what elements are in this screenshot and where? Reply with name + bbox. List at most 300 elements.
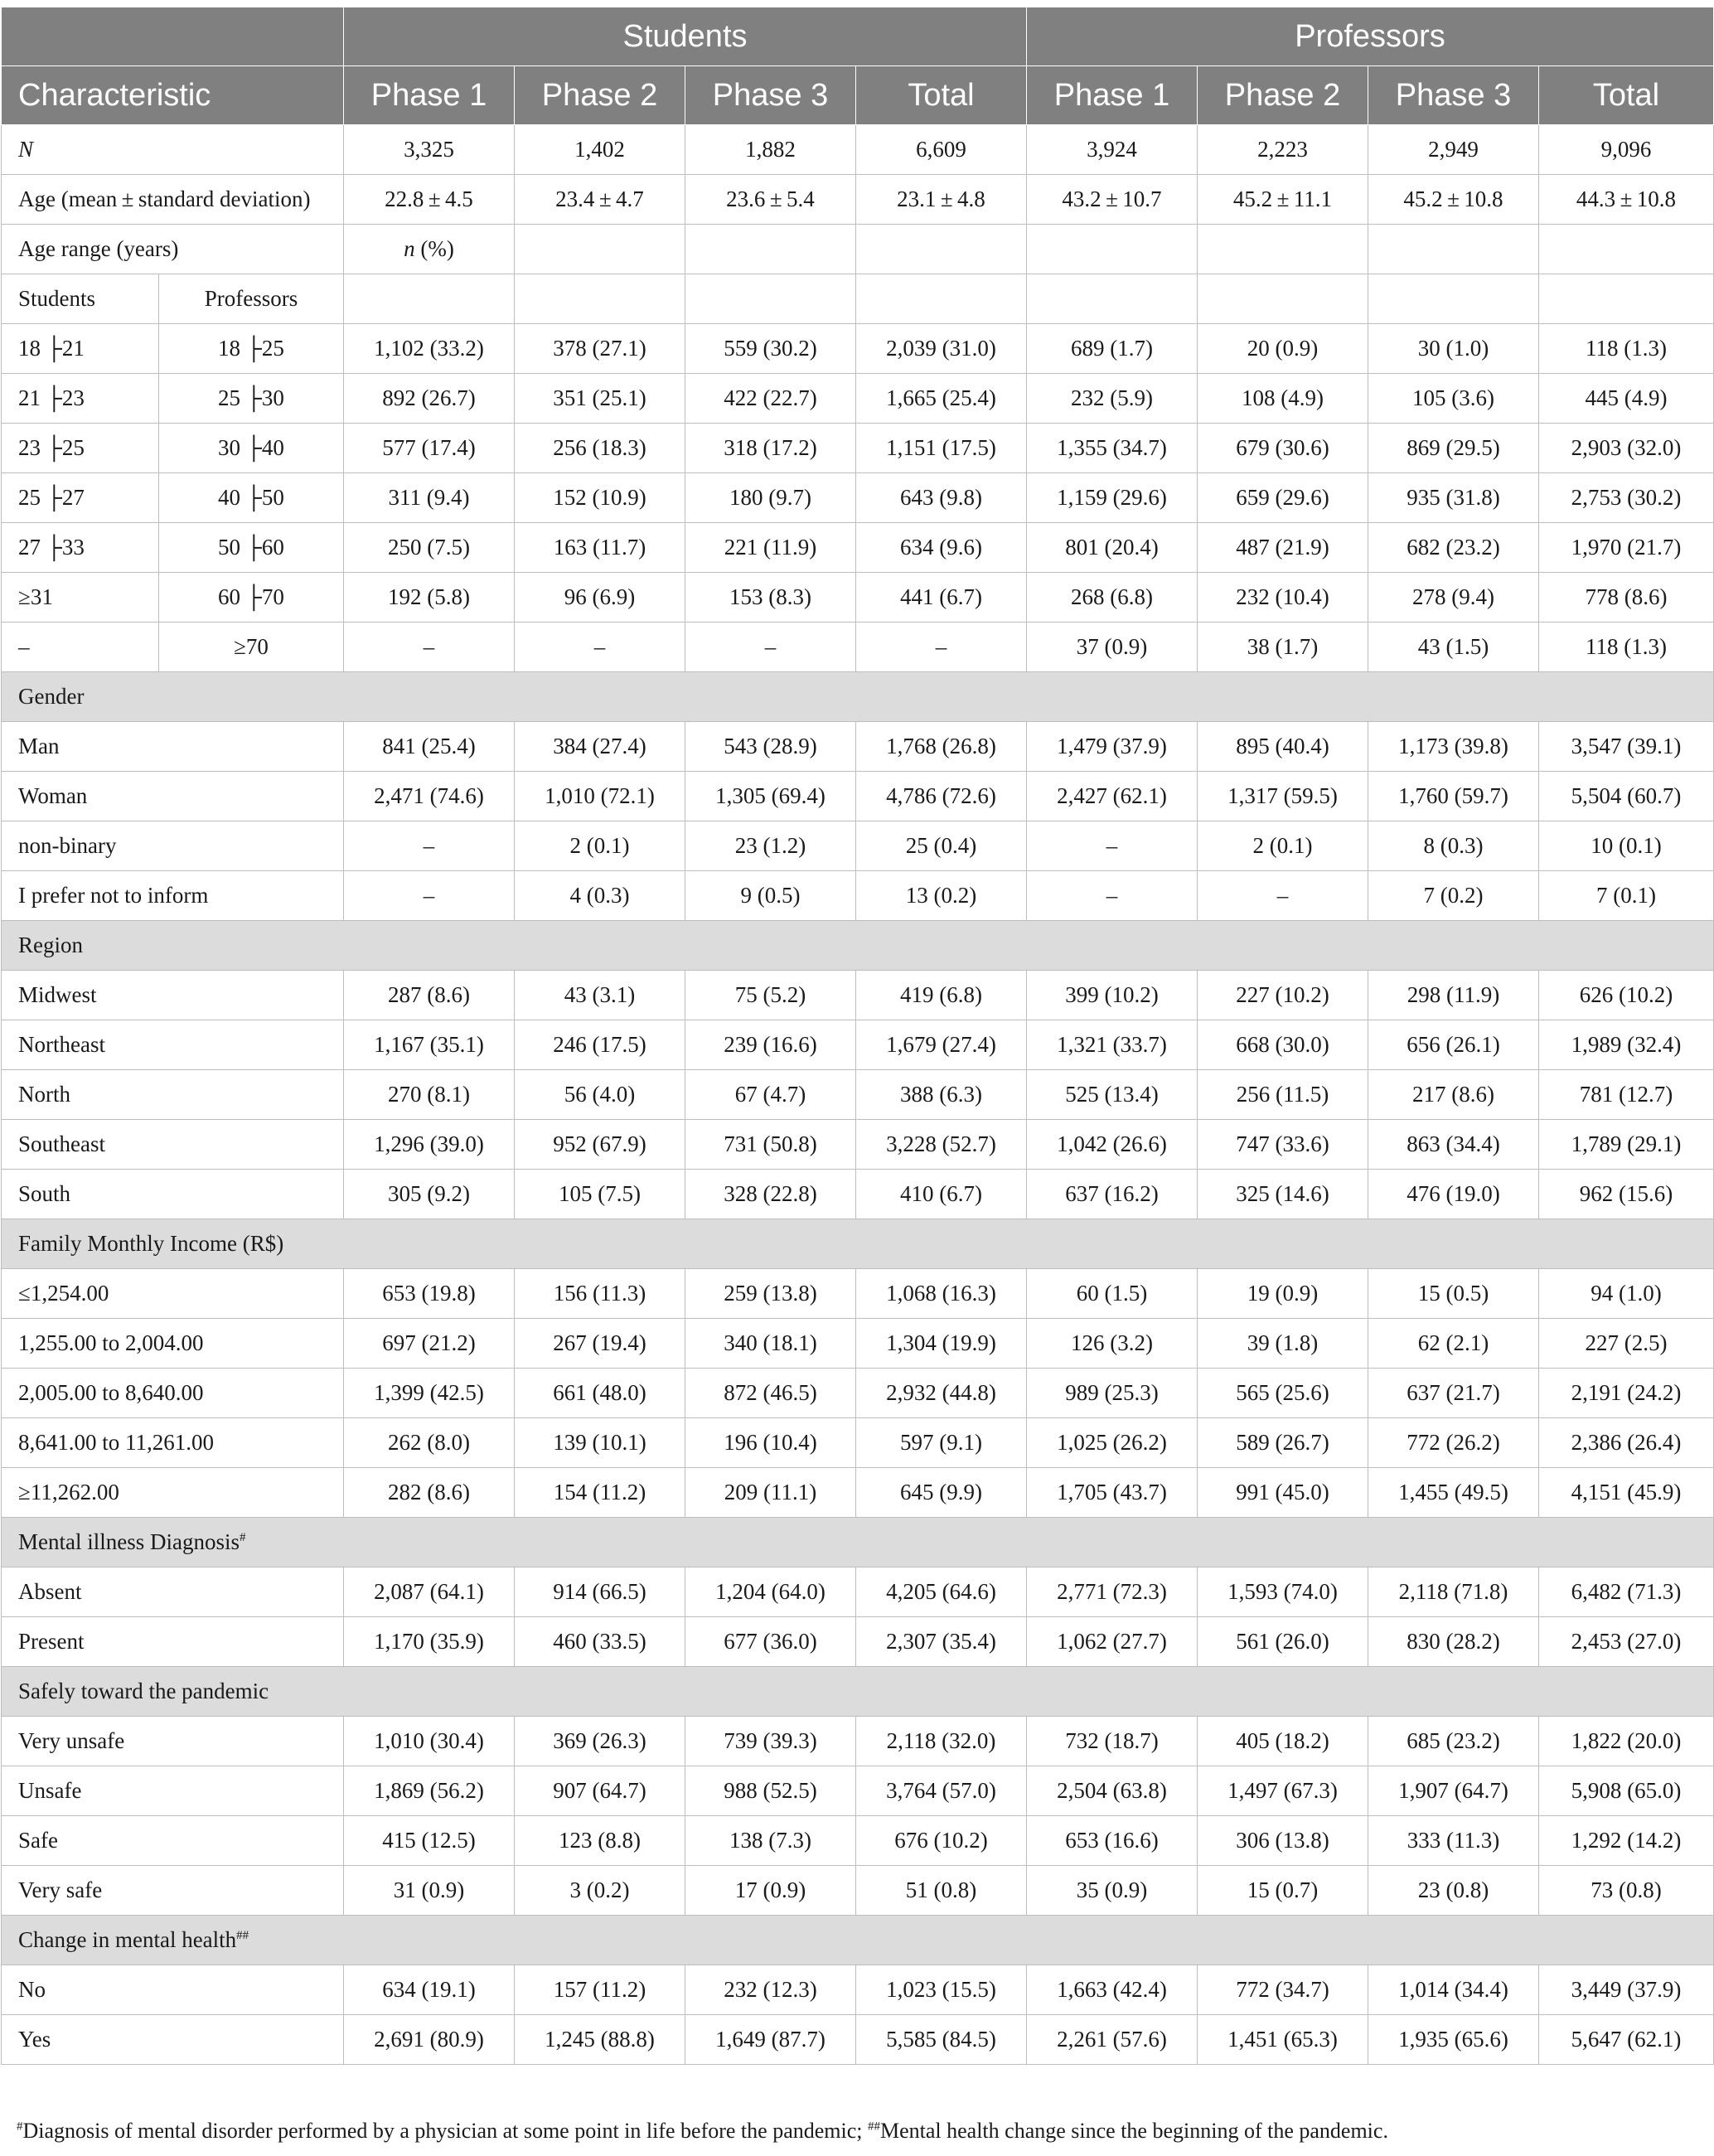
- value-cell: 232 (12.3): [685, 1965, 856, 2015]
- empty-cell: [1027, 274, 1198, 324]
- value-cell: 239 (16.6): [685, 1020, 856, 1070]
- value-cell: 23.4 ± 4.7: [515, 175, 685, 225]
- age-range-professors: 40 ├50: [159, 473, 344, 523]
- value-cell: 3,449 (37.9): [1539, 1965, 1714, 2015]
- value-cell: 1,010 (72.1): [515, 772, 685, 821]
- value-cell: 643 (9.8): [856, 473, 1027, 523]
- row-label: Absent: [2, 1567, 344, 1617]
- value-cell: 1,025 (26.2): [1027, 1418, 1198, 1468]
- value-cell: 656 (26.1): [1368, 1020, 1539, 1070]
- header-row-groups: [2, 7, 1714, 66]
- header-column: Phase 1: [1027, 66, 1198, 125]
- value-cell: 37 (0.9): [1027, 623, 1198, 672]
- value-cell: 20 (0.9): [1198, 324, 1368, 374]
- row-label: Present: [2, 1617, 344, 1667]
- value-cell: 892 (26.7): [344, 374, 515, 424]
- table-row: [2, 1567, 1714, 1617]
- table-body: [2, 125, 1714, 2065]
- value-cell: 2,118 (32.0): [856, 1717, 1027, 1766]
- header-group-professors: Professors: [1027, 7, 1714, 66]
- value-cell: 94 (1.0): [1539, 1269, 1714, 1319]
- value-cell: 35 (0.9): [1027, 1866, 1198, 1916]
- value-cell: 2,691 (80.9): [344, 2015, 515, 2065]
- value-cell: 250 (7.5): [344, 523, 515, 573]
- value-cell: 45.2 ± 11.1: [1198, 175, 1368, 225]
- section-title: Safely toward the pandemic: [18, 1679, 269, 1703]
- value-cell: 2,903 (32.0): [1539, 424, 1714, 473]
- value-cell: 23.1 ± 4.8: [856, 175, 1027, 225]
- header-column: Phase 3: [1368, 66, 1539, 125]
- row-label: 2,005.00 to 8,640.00: [2, 1369, 344, 1418]
- value-cell: 1,705 (43.7): [1027, 1468, 1198, 1518]
- age-range-students: 21 ├23: [2, 374, 159, 424]
- value-cell: 1,167 (35.1): [344, 1020, 515, 1070]
- age-range-students: ≥31: [2, 573, 159, 623]
- table-row: [2, 374, 1714, 424]
- value-cell: 108 (4.9): [1198, 374, 1368, 424]
- value-cell: 7 (0.2): [1368, 871, 1539, 921]
- value-cell: 3,764 (57.0): [856, 1766, 1027, 1816]
- row-label: Very safe: [2, 1866, 344, 1916]
- value-cell: 217 (8.6): [1368, 1070, 1539, 1120]
- value-cell: 73 (0.8): [1539, 1866, 1714, 1916]
- section-header-row: [2, 1219, 1714, 1269]
- row-label: 1,255.00 to 2,004.00: [2, 1319, 344, 1369]
- row-label: Yes: [2, 2015, 344, 2065]
- value-cell: 209 (11.1): [685, 1468, 856, 1518]
- table-row: [2, 523, 1714, 573]
- value-cell: 2,504 (63.8): [1027, 1766, 1198, 1816]
- value-cell: 51 (0.8): [856, 1866, 1027, 1916]
- header-column: Phase 2: [515, 66, 685, 125]
- value-cell: 157 (11.2): [515, 1965, 685, 2015]
- value-cell: 298 (11.9): [1368, 971, 1539, 1020]
- value-cell: 1,173 (39.8): [1368, 722, 1539, 772]
- value-cell: 340 (18.1): [685, 1319, 856, 1369]
- table-row: [2, 871, 1714, 921]
- footnote-mark-2: ##: [867, 2120, 880, 2134]
- table-row: [2, 722, 1714, 772]
- value-cell: 747 (33.6): [1198, 1120, 1368, 1170]
- value-cell: 679 (30.6): [1198, 424, 1368, 473]
- empty-cell: [515, 274, 685, 324]
- empty-cell: [515, 225, 685, 274]
- value-cell: 2,949: [1368, 125, 1539, 175]
- age-range-professors: 50 ├60: [159, 523, 344, 573]
- empty-cell: [1198, 225, 1368, 274]
- table-row: [2, 1120, 1714, 1170]
- header-column: Total: [856, 66, 1027, 125]
- empty-cell: [1368, 225, 1539, 274]
- value-cell: 311 (9.4): [344, 473, 515, 523]
- value-cell: 96 (6.9): [515, 573, 685, 623]
- value-cell: 268 (6.8): [1027, 573, 1198, 623]
- section-title: Region: [18, 933, 83, 957]
- table-row: [2, 1717, 1714, 1766]
- age-range-students: 27 ├33: [2, 523, 159, 573]
- value-cell: –: [344, 871, 515, 921]
- row-label: No: [2, 1965, 344, 2015]
- value-cell: 139 (10.1): [515, 1418, 685, 1468]
- header-column: Phase 1: [344, 66, 515, 125]
- table-row: [2, 1766, 1714, 1816]
- value-cell: 62 (2.1): [1368, 1319, 1539, 1369]
- age-range-students: 18 ├21: [2, 324, 159, 374]
- table-row: [2, 175, 1714, 225]
- table-row: [2, 1468, 1714, 1518]
- value-cell: 154 (11.2): [515, 1468, 685, 1518]
- value-cell: 676 (10.2): [856, 1816, 1027, 1866]
- row-label: I prefer not to inform: [2, 871, 344, 921]
- section-title-cell: [2, 921, 1714, 971]
- value-cell: 415 (12.5): [344, 1816, 515, 1866]
- value-cell: 597 (9.1): [856, 1418, 1027, 1468]
- footnote-mark-1: #: [17, 2120, 23, 2134]
- value-cell: 180 (9.7): [685, 473, 856, 523]
- value-cell: 152 (10.9): [515, 473, 685, 523]
- value-cell: 1,822 (20.0): [1539, 1717, 1714, 1766]
- value-cell: 126 (3.2): [1027, 1319, 1198, 1369]
- value-cell: 123 (8.8): [515, 1816, 685, 1866]
- value-cell: 1,665 (25.4): [856, 374, 1027, 424]
- value-cell: 43 (3.1): [515, 971, 685, 1020]
- value-cell: 1,399 (42.5): [344, 1369, 515, 1418]
- value-cell: 118 (1.3): [1539, 623, 1714, 672]
- value-cell: 2,118 (71.8): [1368, 1567, 1539, 1617]
- value-cell: 543 (28.9): [685, 722, 856, 772]
- value-cell: 5,585 (84.5): [856, 2015, 1027, 2065]
- age-range-professors: ≥70: [159, 623, 344, 672]
- value-cell: 1,151 (17.5): [856, 424, 1027, 473]
- empty-cell: [685, 225, 856, 274]
- value-cell: 653 (19.8): [344, 1269, 515, 1319]
- section-title: Gender: [18, 684, 85, 709]
- row-label: Unsafe: [2, 1766, 344, 1816]
- section-title-cell: [2, 1916, 1714, 1965]
- age-range-professors: 30 ├40: [159, 424, 344, 473]
- row-label: Age (mean ± standard deviation): [2, 175, 344, 225]
- age-range-professors: 18 ├25: [159, 324, 344, 374]
- value-cell: 1,010 (30.4): [344, 1717, 515, 1766]
- value-cell: 1,935 (65.6): [1368, 2015, 1539, 2065]
- value-cell: 105 (3.6): [1368, 374, 1539, 424]
- value-cell: 645 (9.9): [856, 1468, 1027, 1518]
- value-cell: 2 (0.1): [515, 821, 685, 871]
- value-cell: 8 (0.3): [1368, 821, 1539, 871]
- value-cell: 778 (8.6): [1539, 573, 1714, 623]
- value-cell: 227 (10.2): [1198, 971, 1368, 1020]
- value-cell: 1,760 (59.7): [1368, 772, 1539, 821]
- value-cell: 1,451 (65.3): [1198, 2015, 1368, 2065]
- header-column: Total: [1539, 66, 1714, 125]
- value-cell: –: [1027, 821, 1198, 871]
- subheader-professors: Professors: [159, 274, 344, 324]
- value-cell: 4,786 (72.6): [856, 772, 1027, 821]
- value-cell: 525 (13.4): [1027, 1070, 1198, 1120]
- footnote-text-2: Mental health change since the beginning of the pandemic.: [879, 2119, 1388, 2143]
- value-cell: 221 (11.9): [685, 523, 856, 573]
- value-cell: 830 (28.2): [1368, 1617, 1539, 1667]
- value-cell: 445 (4.9): [1539, 374, 1714, 424]
- row-label: N: [2, 125, 344, 175]
- empty-cell: [1198, 274, 1368, 324]
- value-cell: 6,482 (71.3): [1539, 1567, 1714, 1617]
- row-label: Midwest: [2, 971, 344, 1020]
- value-cell: –: [1198, 871, 1368, 921]
- value-cell: 1,869 (56.2): [344, 1766, 515, 1816]
- value-cell: 2,453 (27.0): [1539, 1617, 1714, 1667]
- value-cell: 56 (4.0): [515, 1070, 685, 1120]
- n-symbol: n: [404, 236, 415, 261]
- value-cell: 1,679 (27.4): [856, 1020, 1027, 1070]
- value-cell: 2,087 (64.1): [344, 1567, 515, 1617]
- value-cell: 4 (0.3): [515, 871, 685, 921]
- age-range-professors: 60 ├70: [159, 573, 344, 623]
- value-cell: 2,191 (24.2): [1539, 1369, 1714, 1418]
- value-cell: 118 (1.3): [1539, 324, 1714, 374]
- value-cell: 685 (23.2): [1368, 1717, 1539, 1766]
- value-cell: 278 (9.4): [1368, 573, 1539, 623]
- row-label: South: [2, 1170, 344, 1219]
- value-cell: 328 (22.8): [685, 1170, 856, 1219]
- empty-cell: [856, 274, 1027, 324]
- header-column: Phase 3: [685, 66, 856, 125]
- row-label: Age range (years): [2, 225, 344, 274]
- table-row: [2, 573, 1714, 623]
- value-cell: 1,204 (64.0): [685, 1567, 856, 1617]
- value-cell: 4,205 (64.6): [856, 1567, 1027, 1617]
- value-cell: 476 (19.0): [1368, 1170, 1539, 1219]
- value-cell: 19 (0.9): [1198, 1269, 1368, 1319]
- value-cell: 2,771 (72.3): [1027, 1567, 1198, 1617]
- value-cell: 405 (18.2): [1198, 1717, 1368, 1766]
- value-cell: 952 (67.9): [515, 1120, 685, 1170]
- value-cell: 1,292 (14.2): [1539, 1816, 1714, 1866]
- section-title-cell: [2, 1518, 1714, 1567]
- n-percent-cell: [344, 225, 515, 274]
- value-cell: 1,170 (35.9): [344, 1617, 515, 1667]
- value-cell: 60 (1.5): [1027, 1269, 1198, 1319]
- row-label: Very unsafe: [2, 1717, 344, 1766]
- value-cell: 1,649 (87.7): [685, 2015, 856, 2065]
- value-cell: 637 (21.7): [1368, 1369, 1539, 1418]
- value-cell: 105 (7.5): [515, 1170, 685, 1219]
- value-cell: 1,159 (29.6): [1027, 473, 1198, 523]
- age-range-professors: 25 ├30: [159, 374, 344, 424]
- value-cell: 6,609: [856, 125, 1027, 175]
- value-cell: 378 (27.1): [515, 324, 685, 374]
- value-cell: 801 (20.4): [1027, 523, 1198, 573]
- value-cell: 988 (52.5): [685, 1766, 856, 1816]
- value-cell: 351 (25.1): [515, 374, 685, 424]
- value-cell: 306 (13.8): [1198, 1816, 1368, 1866]
- value-cell: 1,317 (59.5): [1198, 772, 1368, 821]
- value-cell: 1,970 (21.7): [1539, 523, 1714, 573]
- value-cell: 422 (22.7): [685, 374, 856, 424]
- value-cell: 697 (21.2): [344, 1319, 515, 1369]
- value-cell: 2,471 (74.6): [344, 772, 515, 821]
- value-cell: –: [685, 623, 856, 672]
- value-cell: 869 (29.5): [1368, 424, 1539, 473]
- table-row: [2, 821, 1714, 871]
- value-cell: 1,882: [685, 125, 856, 175]
- section-title: Mental illness Diagnosis: [18, 1529, 240, 1554]
- table-row: [2, 2015, 1714, 2065]
- empty-cell: [1027, 225, 1198, 274]
- subheader-students: Students: [2, 274, 159, 324]
- table-row: [2, 1319, 1714, 1369]
- value-cell: 577 (17.4): [344, 424, 515, 473]
- table-row: [2, 1965, 1714, 2015]
- value-cell: 872 (46.5): [685, 1369, 856, 1418]
- value-cell: 384 (27.4): [515, 722, 685, 772]
- section-header-row: [2, 1518, 1714, 1567]
- value-cell: 914 (66.5): [515, 1567, 685, 1617]
- value-cell: 772 (26.2): [1368, 1418, 1539, 1468]
- value-cell: 267 (19.4): [515, 1319, 685, 1369]
- row-label: Woman: [2, 772, 344, 821]
- value-cell: 1,321 (33.7): [1027, 1020, 1198, 1070]
- value-cell: 262 (8.0): [344, 1418, 515, 1468]
- value-cell: 2,427 (62.1): [1027, 772, 1198, 821]
- header-characteristic: Characteristic: [2, 66, 344, 125]
- value-cell: 989 (25.3): [1027, 1369, 1198, 1418]
- value-cell: 163 (11.7): [515, 523, 685, 573]
- value-cell: 43.2 ± 10.7: [1027, 175, 1198, 225]
- value-cell: 1,296 (39.0): [344, 1120, 515, 1170]
- age-range-students: 25 ├27: [2, 473, 159, 523]
- section-title: Change in mental health: [18, 1927, 237, 1952]
- value-cell: 935 (31.8): [1368, 473, 1539, 523]
- value-cell: 689 (1.7): [1027, 324, 1198, 374]
- value-cell: 634 (9.6): [856, 523, 1027, 573]
- demographics-table: [1, 7, 1714, 2065]
- empty-cell: [856, 225, 1027, 274]
- value-cell: 192 (5.8): [344, 573, 515, 623]
- table-row: [2, 1866, 1714, 1916]
- value-cell: 388 (6.3): [856, 1070, 1027, 1120]
- value-cell: 15 (0.7): [1198, 1866, 1368, 1916]
- value-cell: 3,547 (39.1): [1539, 722, 1714, 772]
- value-cell: 23.6 ± 5.4: [685, 175, 856, 225]
- value-cell: 1,768 (26.8): [856, 722, 1027, 772]
- value-cell: 1,068 (16.3): [856, 1269, 1027, 1319]
- section-title-cell: [2, 1219, 1714, 1269]
- value-cell: –: [344, 821, 515, 871]
- value-cell: 1,907 (64.7): [1368, 1766, 1539, 1816]
- row-label: ≥11,262.00: [2, 1468, 344, 1518]
- value-cell: 38 (1.7): [1198, 623, 1368, 672]
- value-cell: 653 (16.6): [1027, 1816, 1198, 1866]
- row-label: Man: [2, 722, 344, 772]
- empty-cell: [1539, 225, 1714, 274]
- value-cell: 138 (7.3): [685, 1816, 856, 1866]
- table-row: [2, 125, 1714, 175]
- section-header-row: [2, 1667, 1714, 1717]
- value-cell: 559 (30.2): [685, 324, 856, 374]
- table-row: [2, 1617, 1714, 1667]
- value-cell: 153 (8.3): [685, 573, 856, 623]
- empty-cell: [685, 274, 856, 324]
- empty-cell: [1368, 274, 1539, 324]
- percent-label: (%): [414, 236, 454, 261]
- value-cell: 227 (2.5): [1539, 1319, 1714, 1369]
- value-cell: 256 (11.5): [1198, 1070, 1368, 1120]
- value-cell: –: [856, 623, 1027, 672]
- value-cell: –: [344, 623, 515, 672]
- value-cell: 962 (15.6): [1539, 1170, 1714, 1219]
- table-row: [2, 324, 1714, 374]
- table-row: [2, 1269, 1714, 1319]
- value-cell: 661 (48.0): [515, 1369, 685, 1418]
- value-cell: 305 (9.2): [344, 1170, 515, 1219]
- value-cell: 1,593 (74.0): [1198, 1567, 1368, 1617]
- value-cell: 637 (16.2): [1027, 1170, 1198, 1219]
- value-cell: 369 (26.3): [515, 1717, 685, 1766]
- value-cell: 1,042 (26.6): [1027, 1120, 1198, 1170]
- value-cell: 1,014 (34.4): [1368, 1965, 1539, 2015]
- value-cell: 1,023 (15.5): [856, 1965, 1027, 2015]
- value-cell: 15 (0.5): [1368, 1269, 1539, 1319]
- value-cell: 731 (50.8): [685, 1120, 856, 1170]
- value-cell: 2,932 (44.8): [856, 1369, 1027, 1418]
- table-row: [2, 1418, 1714, 1468]
- value-cell: 399 (10.2): [1027, 971, 1198, 1020]
- section-title: Family Monthly Income (R$): [18, 1231, 284, 1256]
- value-cell: 561 (26.0): [1198, 1617, 1368, 1667]
- value-cell: 659 (29.6): [1198, 473, 1368, 523]
- value-cell: 907 (64.7): [515, 1766, 685, 1816]
- value-cell: 739 (39.3): [685, 1717, 856, 1766]
- value-cell: 460 (33.5): [515, 1617, 685, 1667]
- value-cell: 4,151 (45.9): [1539, 1468, 1714, 1518]
- value-cell: 1,245 (88.8): [515, 2015, 685, 2065]
- value-cell: 17 (0.9): [685, 1866, 856, 1916]
- table-row: [2, 473, 1714, 523]
- header-group-students: Students: [344, 7, 1027, 66]
- value-cell: 1,663 (42.4): [1027, 1965, 1198, 2015]
- value-cell: 282 (8.6): [344, 1468, 515, 1518]
- footnote: [17, 2119, 1388, 2144]
- value-cell: 841 (25.4): [344, 722, 515, 772]
- value-cell: 1,062 (27.7): [1027, 1617, 1198, 1667]
- value-cell: 682 (23.2): [1368, 523, 1539, 573]
- value-cell: 1,304 (19.9): [856, 1319, 1027, 1369]
- row-label: non-binary: [2, 821, 344, 871]
- value-cell: 45.2 ± 10.8: [1368, 175, 1539, 225]
- value-cell: 2 (0.1): [1198, 821, 1368, 871]
- row-label: Safe: [2, 1816, 344, 1866]
- value-cell: 5,504 (60.7): [1539, 772, 1714, 821]
- value-cell: 2,753 (30.2): [1539, 473, 1714, 523]
- table-row: [2, 971, 1714, 1020]
- table-container: [0, 7, 1714, 2065]
- table-row-subheader: [2, 274, 1714, 324]
- value-cell: 2,386 (26.4): [1539, 1418, 1714, 1468]
- value-cell: –: [515, 623, 685, 672]
- value-cell: 2,261 (57.6): [1027, 2015, 1198, 2065]
- value-cell: 772 (34.7): [1198, 1965, 1368, 2015]
- empty-cell: [344, 274, 515, 324]
- section-header-row: [2, 672, 1714, 722]
- value-cell: 25 (0.4): [856, 821, 1027, 871]
- value-cell: 13 (0.2): [856, 871, 1027, 921]
- empty-cell: [1539, 274, 1714, 324]
- value-cell: 44.3 ± 10.8: [1539, 175, 1714, 225]
- value-cell: 333 (11.3): [1368, 1816, 1539, 1866]
- value-cell: 31 (0.9): [344, 1866, 515, 1916]
- table-row: [2, 623, 1714, 672]
